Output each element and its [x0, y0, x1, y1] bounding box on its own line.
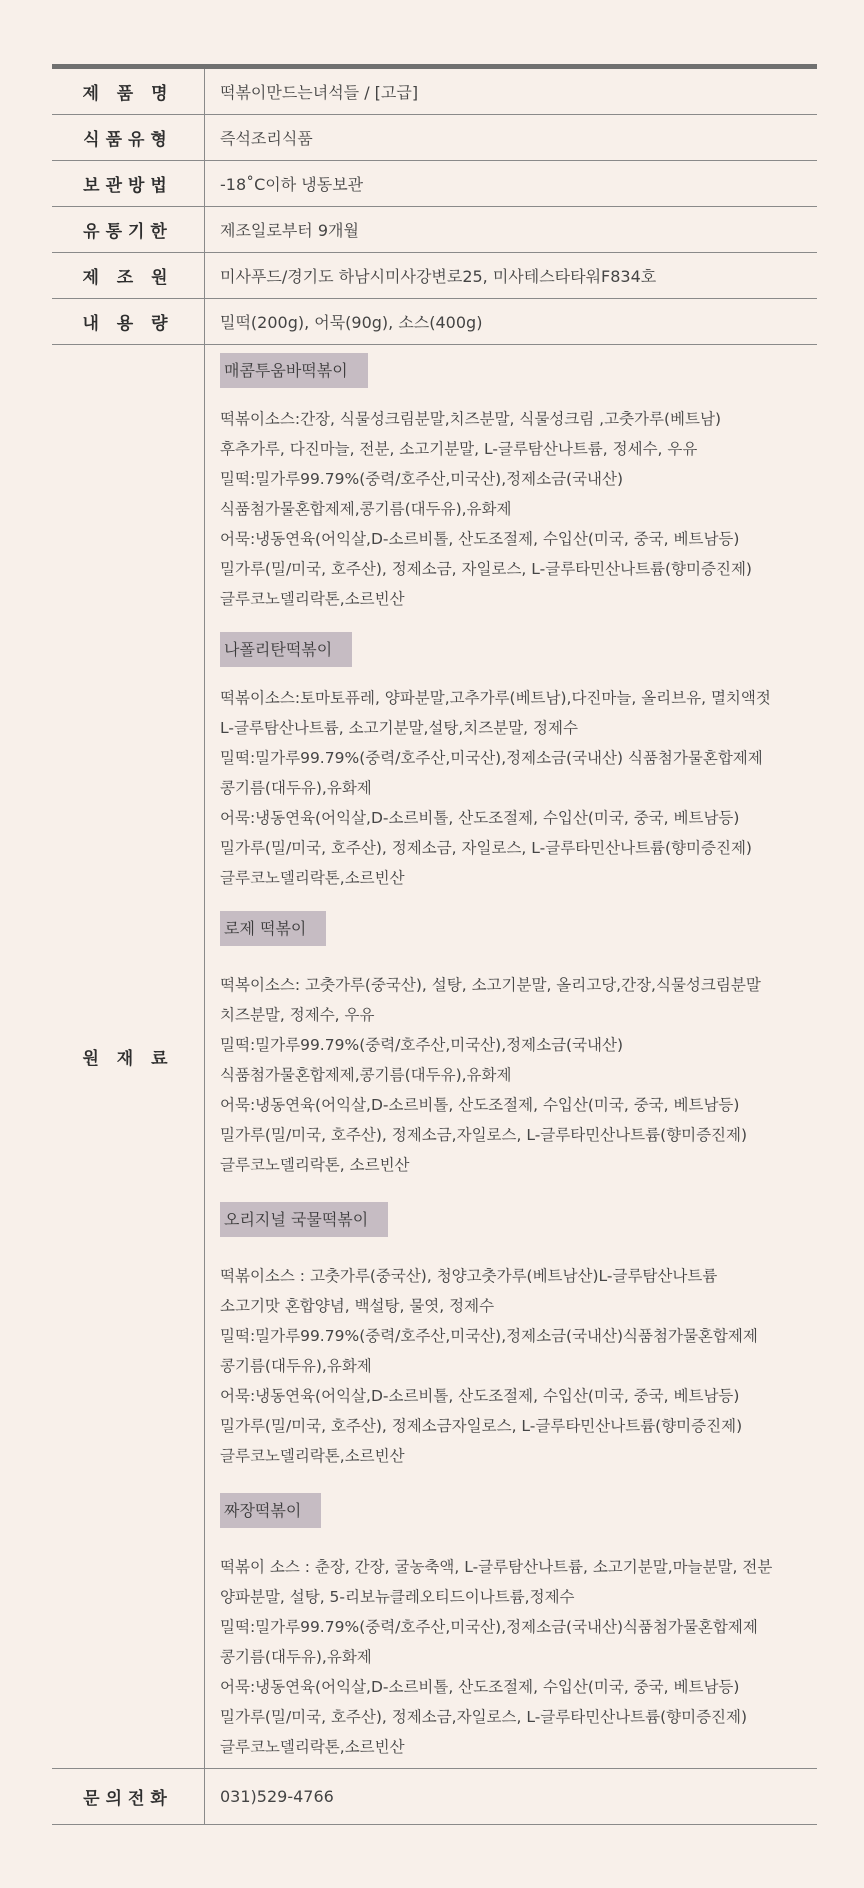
contents-value: 밀떡(200g), 어묵(90g), 소스(400g)	[205, 299, 818, 345]
contact-value: 031)529-4766	[205, 1769, 818, 1825]
product-name-tag: 나폴리탄떡볶이	[220, 632, 352, 667]
ingredient-line: 글루코노델리락톤,소르빈산	[220, 869, 405, 887]
row-product-name	[52, 67, 817, 115]
ingredient-line: 밀가루(밀/미국, 호주산), 정제소금, 자일로스, L-글루타민산나트륨(향미증진제)	[220, 839, 752, 857]
food-type-value: 즉석조리식품	[205, 115, 818, 161]
product-name-tag: 로제 떡볶이	[220, 911, 326, 946]
ingredient-line: 떡볶이소스 : 고춧가루(중국산), 청양고춧가루(베트남산)L-글루탐산나트륨	[220, 1267, 718, 1285]
contact-label: 문의전화	[52, 1769, 205, 1825]
ingredient-line: 어묵:냉동연육(어익살,D-소르비톨, 산도조절제, 수입산(미국, 중국, 베트남등)	[220, 1387, 740, 1405]
ingredient-line: 밀떡:밀가루99.79%(중력/호주산,미국산),정제소금(국내산)식품첨가물혼합제제	[220, 1618, 758, 1636]
ingredient-line: 밀떡:밀가루99.79%(중력/호주산,미국산),정제소금(국내산)	[220, 470, 624, 488]
contents-label: 내 용 량	[52, 299, 205, 345]
product-name-label: 제 품 명	[52, 67, 205, 115]
ingredient-line: 어묵:냉동연육(어익살,D-소르비톨, 산도조절제, 수입산(미국, 중국, 베트남등)	[220, 530, 740, 548]
row-expiry	[52, 207, 817, 253]
ingredient-line: 콩기름(대두유),유화제	[220, 779, 372, 797]
ingredient-line: 글루코노델리락톤, 소르빈산	[220, 1156, 410, 1174]
ingredient-product-block	[220, 911, 807, 1180]
expiry-value: 제조일로부터 9개월	[205, 207, 818, 253]
ingredient-lines	[220, 404, 807, 614]
ingredient-line: 떡볶이소스:토마토퓨레, 양파분말,고추가루(베트남),다진마늘, 올리브유, 멸치액젓	[220, 689, 771, 707]
ingredient-line: 떡복이소스: 고춧가루(중국산), 설탕, 소고기분말, 올리고당,간장,식물성크림분말	[220, 976, 761, 994]
ingredient-lines	[220, 1552, 807, 1762]
row-contact	[52, 1769, 817, 1825]
ingredient-product-block	[220, 353, 807, 614]
ingredient-line: 어묵:냉동연육(어익살,D-소르비톨, 산도조절제, 수입산(미국, 중국, 베트남등)	[220, 1678, 740, 1696]
expiry-label: 유통기한	[52, 207, 205, 253]
ingredient-line: 콩기름(대두유),유화제	[220, 1648, 372, 1666]
ingredient-line: 밀가루(밀/미국, 호주산), 정제소금, 자일로스, L-글루타민산나트륨(향미증진제)	[220, 560, 752, 578]
ingredient-product-block	[220, 632, 807, 893]
row-ingredients	[52, 345, 817, 1769]
ingredient-line: 밀가루(밀/미국, 호주산), 정제소금,자일로스, L-글루타민산나트륨(향미증진제)	[220, 1708, 748, 1726]
ingredient-blocks	[220, 353, 807, 1762]
ingredient-product-block	[220, 1202, 807, 1471]
storage-value: -18˚C이하 냉동보관	[205, 161, 818, 207]
ingredient-line: 밀가루(밀/미국, 호주산), 정제소금자일로스, L-글루타민산나트륨(향미증진제)	[220, 1417, 743, 1435]
ingredient-lines	[220, 1261, 807, 1471]
ingredient-lines	[220, 970, 807, 1180]
ingredient-line: 어묵:냉동연육(어익살,D-소르비톨, 산도조절제, 수입산(미국, 중국, 베트남등)	[220, 809, 740, 827]
ingredient-line: 식품첨가물혼합제제,콩기름(대두유),유화제	[220, 500, 512, 518]
ingredient-line: 후추가루, 다진마늘, 전분, 소고기분말, L-글루탐산나트륨, 정세수, 우유	[220, 440, 698, 458]
ingredient-product-block	[220, 1493, 807, 1762]
ingredient-line: 양파분말, 설탕, 5-리보뉴클레오티드이나트륨,정제수	[220, 1588, 575, 1606]
ingredients-value	[205, 345, 818, 1769]
ingredient-line: 치즈분말, 정제수, 우유	[220, 1006, 375, 1024]
food-type-label: 식품유형	[52, 115, 205, 161]
ingredient-line: 어묵:냉동연육(어익살,D-소르비톨, 산도조절제, 수입산(미국, 중국, 베트남등)	[220, 1096, 740, 1114]
ingredient-line: 떡볶이 소스 : 춘장, 간장, 굴농축액, L-글루탐산나트륨, 소고기분말,마늘분말, 전분	[220, 1558, 773, 1576]
ingredient-line: 식품첨가물혼합제제,콩기름(대두유),유화제	[220, 1066, 512, 1084]
ingredient-line: 글루코노델리락톤,소르빈산	[220, 1447, 405, 1465]
row-food-type	[52, 115, 817, 161]
row-manufacturer	[52, 253, 817, 299]
ingredient-line: 글루코노델리락톤,소르빈산	[220, 1738, 405, 1756]
product-name-tag: 매콤투움바떡볶이	[220, 353, 368, 388]
ingredient-line: 밀떡:밀가루99.79%(중력/호주산,미국산),정제소금(국내산) 식품첨가물혼합제제	[220, 749, 763, 767]
row-storage	[52, 161, 817, 207]
ingredient-line: 콩기름(대두유),유화제	[220, 1357, 372, 1375]
ingredient-line: L-글루탐산나트륨, 소고기분말,설탕,치즈분말, 정제수	[220, 719, 578, 737]
ingredients-label: 원 재 료	[52, 345, 205, 1769]
ingredient-lines	[220, 683, 807, 893]
row-contents	[52, 299, 817, 345]
ingredient-line: 글루코노델리락톤,소르빈산	[220, 590, 405, 608]
ingredient-line: 소고기맛 혼합양념, 백설탕, 물엿, 정제수	[220, 1297, 495, 1315]
storage-label: 보관방법	[52, 161, 205, 207]
ingredient-line: 밀떡:밀가루99.79%(중력/호주산,미국산),정제소금(국내산)식품첨가물혼합제제	[220, 1327, 758, 1345]
manufacturer-label: 제 조 원	[52, 253, 205, 299]
product-spec-table	[52, 64, 817, 1825]
ingredient-line: 밀떡:밀가루99.79%(중력/호주산,미국산),정제소금(국내산)	[220, 1036, 624, 1054]
manufacturer-value: 미사푸드/경기도 하남시미사강변로25, 미사테스타타워F834호	[205, 253, 818, 299]
ingredient-line: 밀가루(밀/미국, 호주산), 정제소금,자일로스, L-글루타민산나트륨(향미증진제)	[220, 1126, 748, 1144]
product-name-value: 떡볶이만드는녀석들 / [고급]	[205, 67, 818, 115]
product-name-tag: 짜장떡볶이	[220, 1493, 321, 1528]
product-name-tag: 오리지널 국물떡볶이	[220, 1202, 388, 1237]
ingredient-line: 떡볶이소스:간장, 식물성크림분말,치즈분말, 식물성크림 ,고춧가루(베트남)	[220, 410, 721, 428]
